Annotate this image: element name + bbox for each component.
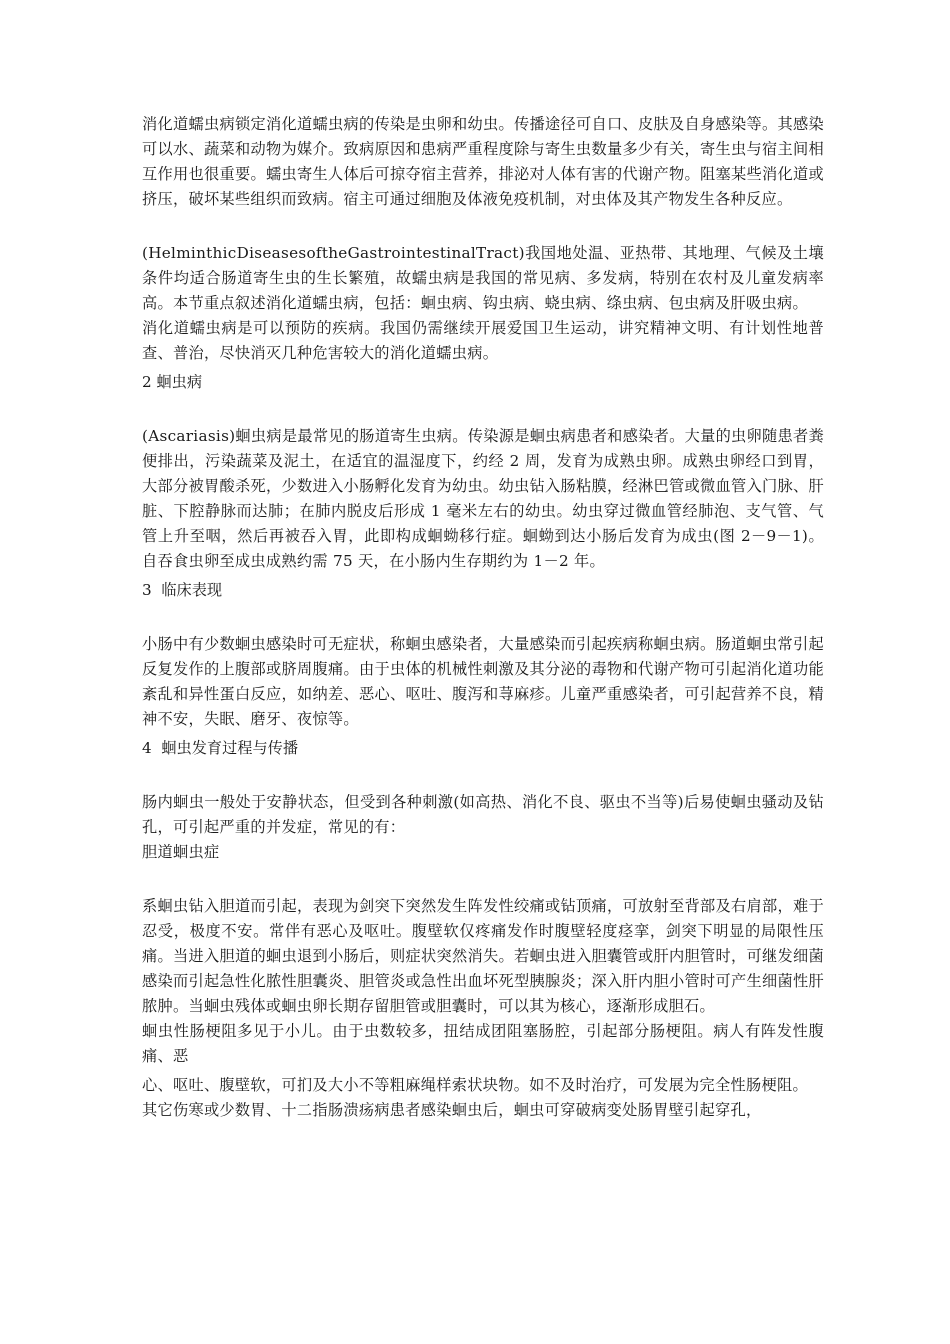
intro-paragraph: 消化道蠕虫病锁定消化道蠕虫病的传染是虫卵和幼虫。传播途径可自口、皮肤及自身感染等。其感染可以水、蔬菜和动物为媒介。致病原因和患病严重程度除与寄生虫数量多少有关，寄生虫与宿主间相互作用也很重要。蠕虫寄生人体后可掠夺宿主营养，排泌对人体有害的代谢产物。阻塞某些消化道或挤压，破坏某些组织而致病。宿主可通过细胞及体液免疫机制，对虫体及其产物发生各种反应。 xyxy=(142,115,824,208)
spacer xyxy=(142,603,824,632)
section-heading-clinical: 3 临床表现 xyxy=(142,581,223,599)
biliary-paragraph: 系蛔虫钻入胆道而引起，表现为剑突下突然发生阵发性绞痛或钻顶痛，可放射至背部及右肩部，难于忍受，极度不安。常伴有恶心及呕吐。腹壁软仅疼痛发作时腹壁轻度痉挛，剑突下明显的局限性压痛。当进入胆道的蛔虫退到小肠后，则症状突然消失。若蛔虫进入胆囊管或肝内胆管时，可继发细菌感染而引起急性化脓性胆囊炎、胆管炎或急性出血坏死型胰腺炎；深入肝内胆小管时可产生细菌性肝脓肿。当蛔虫残体或蛔虫卵长期存留胆管或胆囊时，可以其为核心，逐渐形成胆石。 xyxy=(142,897,824,1015)
section-heading-ascariasis: 2 蛔虫病 xyxy=(142,373,203,391)
obstruction-continued-paragraph: 心、呕吐、腹壁软，可扪及大小不等粗麻绳样索状块物。如不及时治疗，可发展为完全性肠梗阻。 xyxy=(142,1076,808,1094)
section-heading-development: 4 蛔虫发育过程与传播 xyxy=(142,739,299,757)
spacer xyxy=(142,761,824,790)
biliary-heading: 胆道蛔虫症 xyxy=(142,843,220,861)
other-paragraph: 其它伤寒或少数胃、十二指肠溃疡病患者感染蛔虫后，蛔虫可穿破病变处肠胃壁引起穿孔， xyxy=(142,1101,762,1119)
prevention-paragraph: 消化道蠕虫病是可以预防的疾病。我国仍需继续开展爱国卫生运动，讲究精神文明、有计划性地普查、普治，尽快消灭几种危害较大的消化道蠕虫病。 xyxy=(142,319,824,362)
overview-paragraph: (HelminthicDiseasesoftheGastrointestinalTract)我国地处温、亚热带、其地理、气候及土壤条件均适合肠道寄生虫的生长繁殖，故蠕虫病是我国的常见病、多发病，特别在农村及儿童发病率高。本节重点叙述消化道蠕虫病，包括：蛔虫病、钩虫病、蛲虫病、绦虫病、包虫病及肝吸虫病。 xyxy=(142,244,824,312)
complications-intro-paragraph: 肠内蛔虫一般处于安静状态，但受到各种刺激(如高热、消化不良、驱虫不当等)后易使蛔虫骚动及钻孔，可引起严重的并发症，常见的有： xyxy=(142,793,824,836)
clinical-paragraph: 小肠中有少数蛔虫感染时可无症状，称蛔虫感染者，大量感染而引起疾病称蛔虫病。肠道蛔虫常引起反复发作的上腹部或脐周腹痛。由于虫体的机械性刺激及其分泌的毒物和代谢产物可引起消化道功能紊乱和异性蛋白反应，如纳差、恶心、呕吐、腹泻和荨麻疹。儿童严重感染者，可引起营养不良，精神不安，失眠、磨牙、夜惊等。 xyxy=(142,635,824,728)
ascariasis-paragraph: (Ascariasis)蛔虫病是最常见的肠道寄生虫病。传染源是蛔虫病患者和感染者。大量的虫卵随患者粪便排出，污染蔬菜及泥土，在适宜的温湿度下，约经 2 周，发育为成熟虫卵。成熟虫卵经口到胃，大部分被胃酸杀死，少数进入小肠孵化发育为幼虫。幼虫钻入肠粘膜，经淋巴管或微血管入门脉、肝脏、下腔静脉而达肺；在肺内脱皮后形成 1 毫米左右的幼虫。幼虫穿过微血管经肺泡、支气管、气管上升至咽，然后再被吞入胃，此即构成蛔蚴移行症。蛔蚴到达小肠后发育为成虫(图 2－9－1)。自吞食虫卵至成虫成熟约需 75 天，在小肠内生存期约为 1－2 年。 xyxy=(142,427,824,570)
document-page xyxy=(142,112,824,1123)
obstruction-paragraph: 蛔虫性肠梗阻多见于小儿。由于虫数较多，扭结成团阻塞肠腔，引起部分肠梗阻。病人有阵发性腹痛、恶 xyxy=(142,1022,824,1065)
spacer xyxy=(142,212,824,241)
spacer xyxy=(142,865,824,894)
spacer xyxy=(142,395,824,424)
